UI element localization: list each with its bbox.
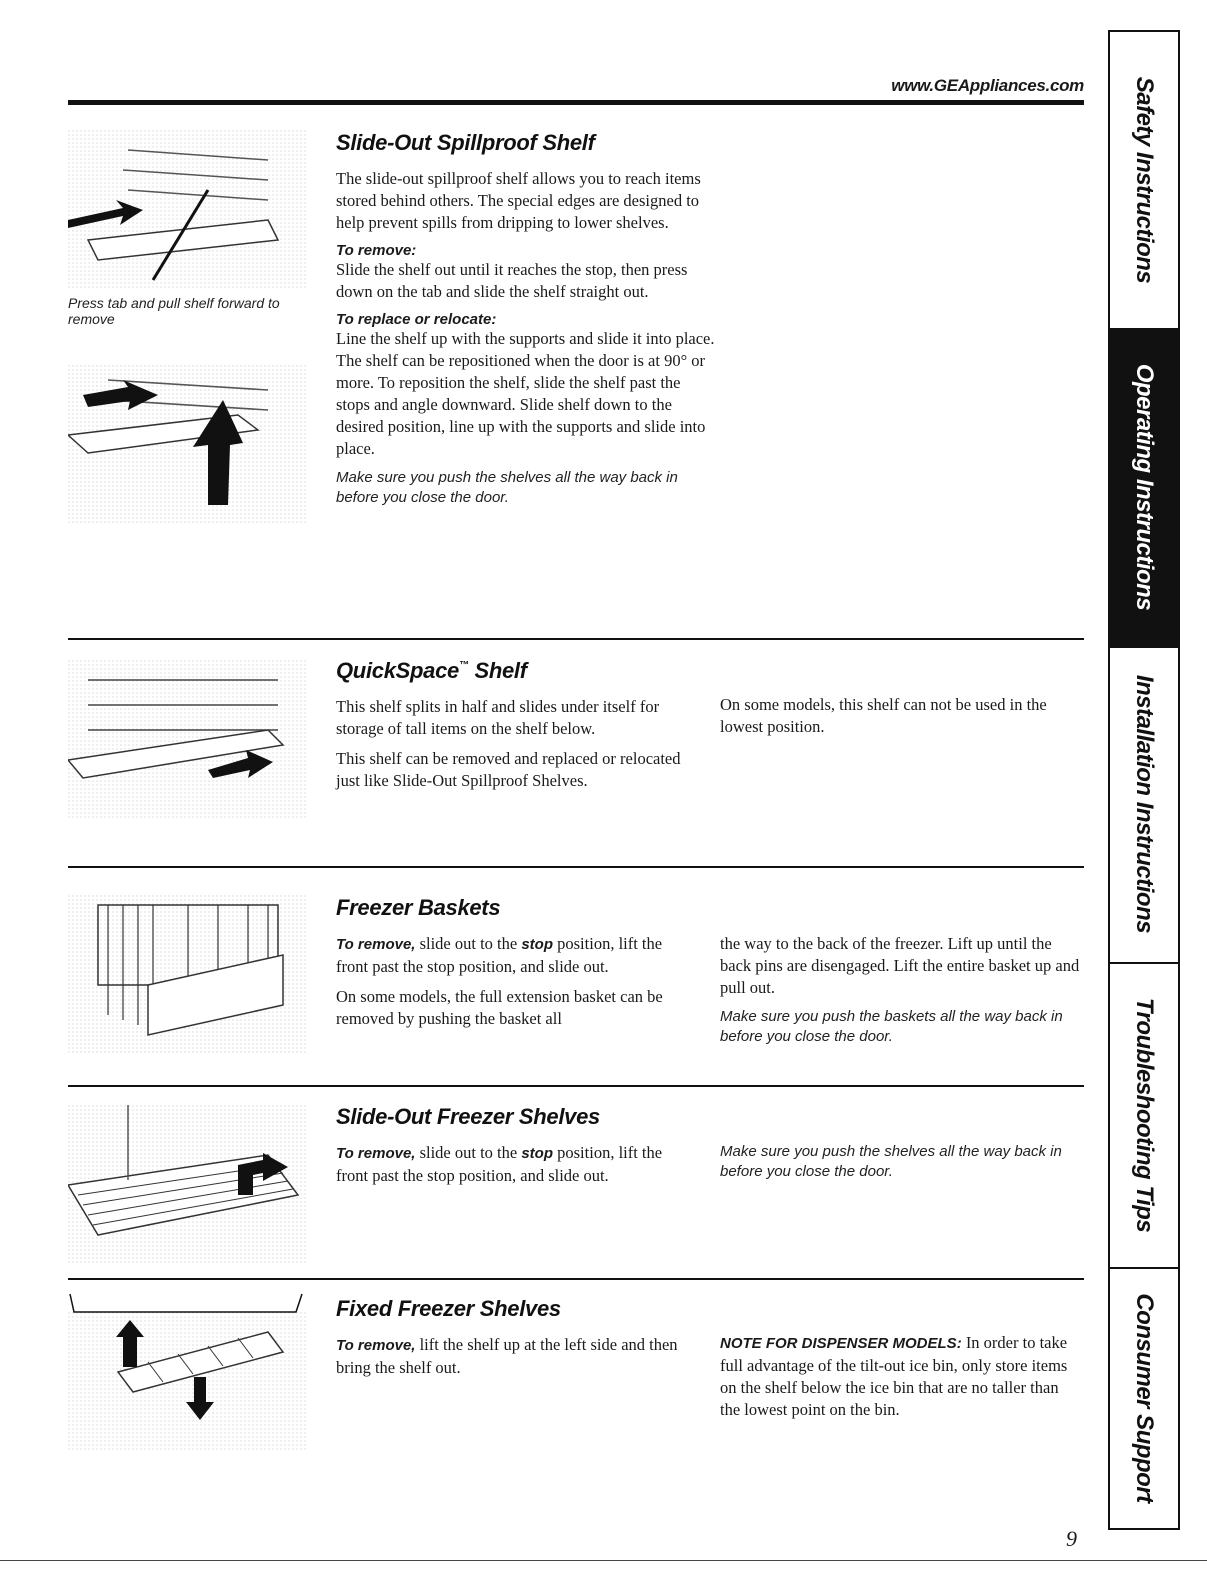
tab-consumer-support[interactable]: Consumer Support [1131, 1292, 1158, 1503]
freezer-shelves-p1: To remove, slide out to the stop position, lift the front past the stop position, and slide out. [336, 1143, 663, 1185]
freezer-shelves-section [336, 1104, 696, 1187]
baskets-p1: To remove, slide out to the stop position, lift the front past the stop position, and slide out. [336, 934, 663, 976]
section-divider [68, 1278, 1084, 1280]
slideout-replace-label: To replace or relocate: [336, 311, 497, 328]
fixed-section [336, 1296, 696, 1379]
footer-rule [0, 1560, 1207, 1561]
section-divider [68, 638, 1084, 640]
quickspace-illustration [68, 660, 308, 820]
slideout-remove-text: Slide the shelf out until it reaches the stop, then press down on the tab and slide the shelf straight out. [336, 260, 688, 301]
header-rule [68, 100, 1084, 105]
fixed-col2 [720, 1332, 1080, 1421]
fixed-note: NOTE FOR DISPENSER MODELS: In order to take full advantage of the tilt-out ice bin, only store items on the shelf below the ice bin that are no taller than the lowest point on the bin. [720, 1333, 1068, 1419]
baskets-title: Freezer Baskets [336, 895, 501, 920]
page-number: 9 [1066, 1526, 1077, 1551]
tab-operating-instructions[interactable]: Operating Instructions [1110, 328, 1178, 648]
baskets-p3: the way to the back of the freezer. Lift up until the back pins are disengaged. Lift the entire basket up and pull out. [720, 934, 1080, 997]
freezer-shelves-title: Slide-Out Freezer Shelves [336, 1104, 600, 1129]
quickspace-section [336, 658, 686, 800]
baskets-section [336, 895, 696, 1038]
tab-installation-instructions[interactable]: Installation Instructions [1110, 646, 1178, 964]
quickspace-col2 [720, 694, 1080, 738]
fixed-shelf-illustration [68, 1292, 308, 1452]
slideout-intro: The slide-out spillproof shelf allows you to reach items stored behind others. The special edges are designed to help prevent spills from dripping to lower shelves. [336, 169, 701, 232]
trademark-mark: ™ [458, 660, 469, 671]
baskets-p2: On some models, the full extension basket can be removed by pushing the basket all [336, 987, 663, 1028]
freezer-shelves-col2 [720, 1142, 1080, 1182]
slideout-section [336, 130, 716, 508]
freezer-shelves-note: Make sure you push the shelves all the way back in before you close the door. [720, 1143, 1062, 1180]
slideout-title: Slide-Out Spillproof Shelf [336, 130, 595, 155]
slideout-note: Make sure you push the shelves all the way back in before you close the door. [336, 469, 678, 506]
freezer-shelf-illustration [68, 1105, 308, 1265]
fixed-p1: To remove, lift the shelf up at the left side and then bring the shelf out. [336, 1335, 678, 1377]
section-divider [68, 866, 1084, 868]
tab-troubleshooting-tips[interactable]: Troubleshooting Tips [1110, 962, 1178, 1269]
slideout-caption: Press tab and pull shelf forward to remove [68, 295, 280, 327]
baskets-note: Make sure you push the baskets all the way back in before you close the door. [720, 1008, 1063, 1045]
section-tabs [1108, 30, 1180, 1530]
quickspace-title: QuickSpace™ Shelf [336, 658, 527, 683]
quickspace-p2: This shelf can be removed and replaced or relocated just like Slide-Out Spillproof Shelves. [336, 749, 681, 790]
freezer-basket-illustration [68, 895, 308, 1055]
quickspace-p3: On some models, this shelf can not be used in the lowest position. [720, 695, 1047, 736]
slideout-replace-illustration [68, 365, 308, 525]
slideout-shelf-illustration [68, 130, 308, 290]
website-url: www.GEAppliances.com [891, 76, 1084, 95]
slideout-remove-label: To remove: [336, 242, 417, 259]
slideout-replace-text: Line the shelf up with the supports and slide it into place. The shelf can be repositioned when the door is at 90° or more. To reposition the shelf, slide the shelf past the stops and angle downward. Slide shelf down to the desired position, line up with the supports and slide into place. [336, 329, 715, 458]
baskets-col2 [720, 933, 1080, 1047]
fixed-title: Fixed Freezer Shelves [336, 1296, 561, 1321]
tab-safety-instructions[interactable]: Safety Instructions [1110, 32, 1178, 330]
section-divider [68, 1085, 1084, 1087]
quickspace-p1: This shelf splits in half and slides under itself for storage of tall items on the shelf below. [336, 697, 660, 738]
